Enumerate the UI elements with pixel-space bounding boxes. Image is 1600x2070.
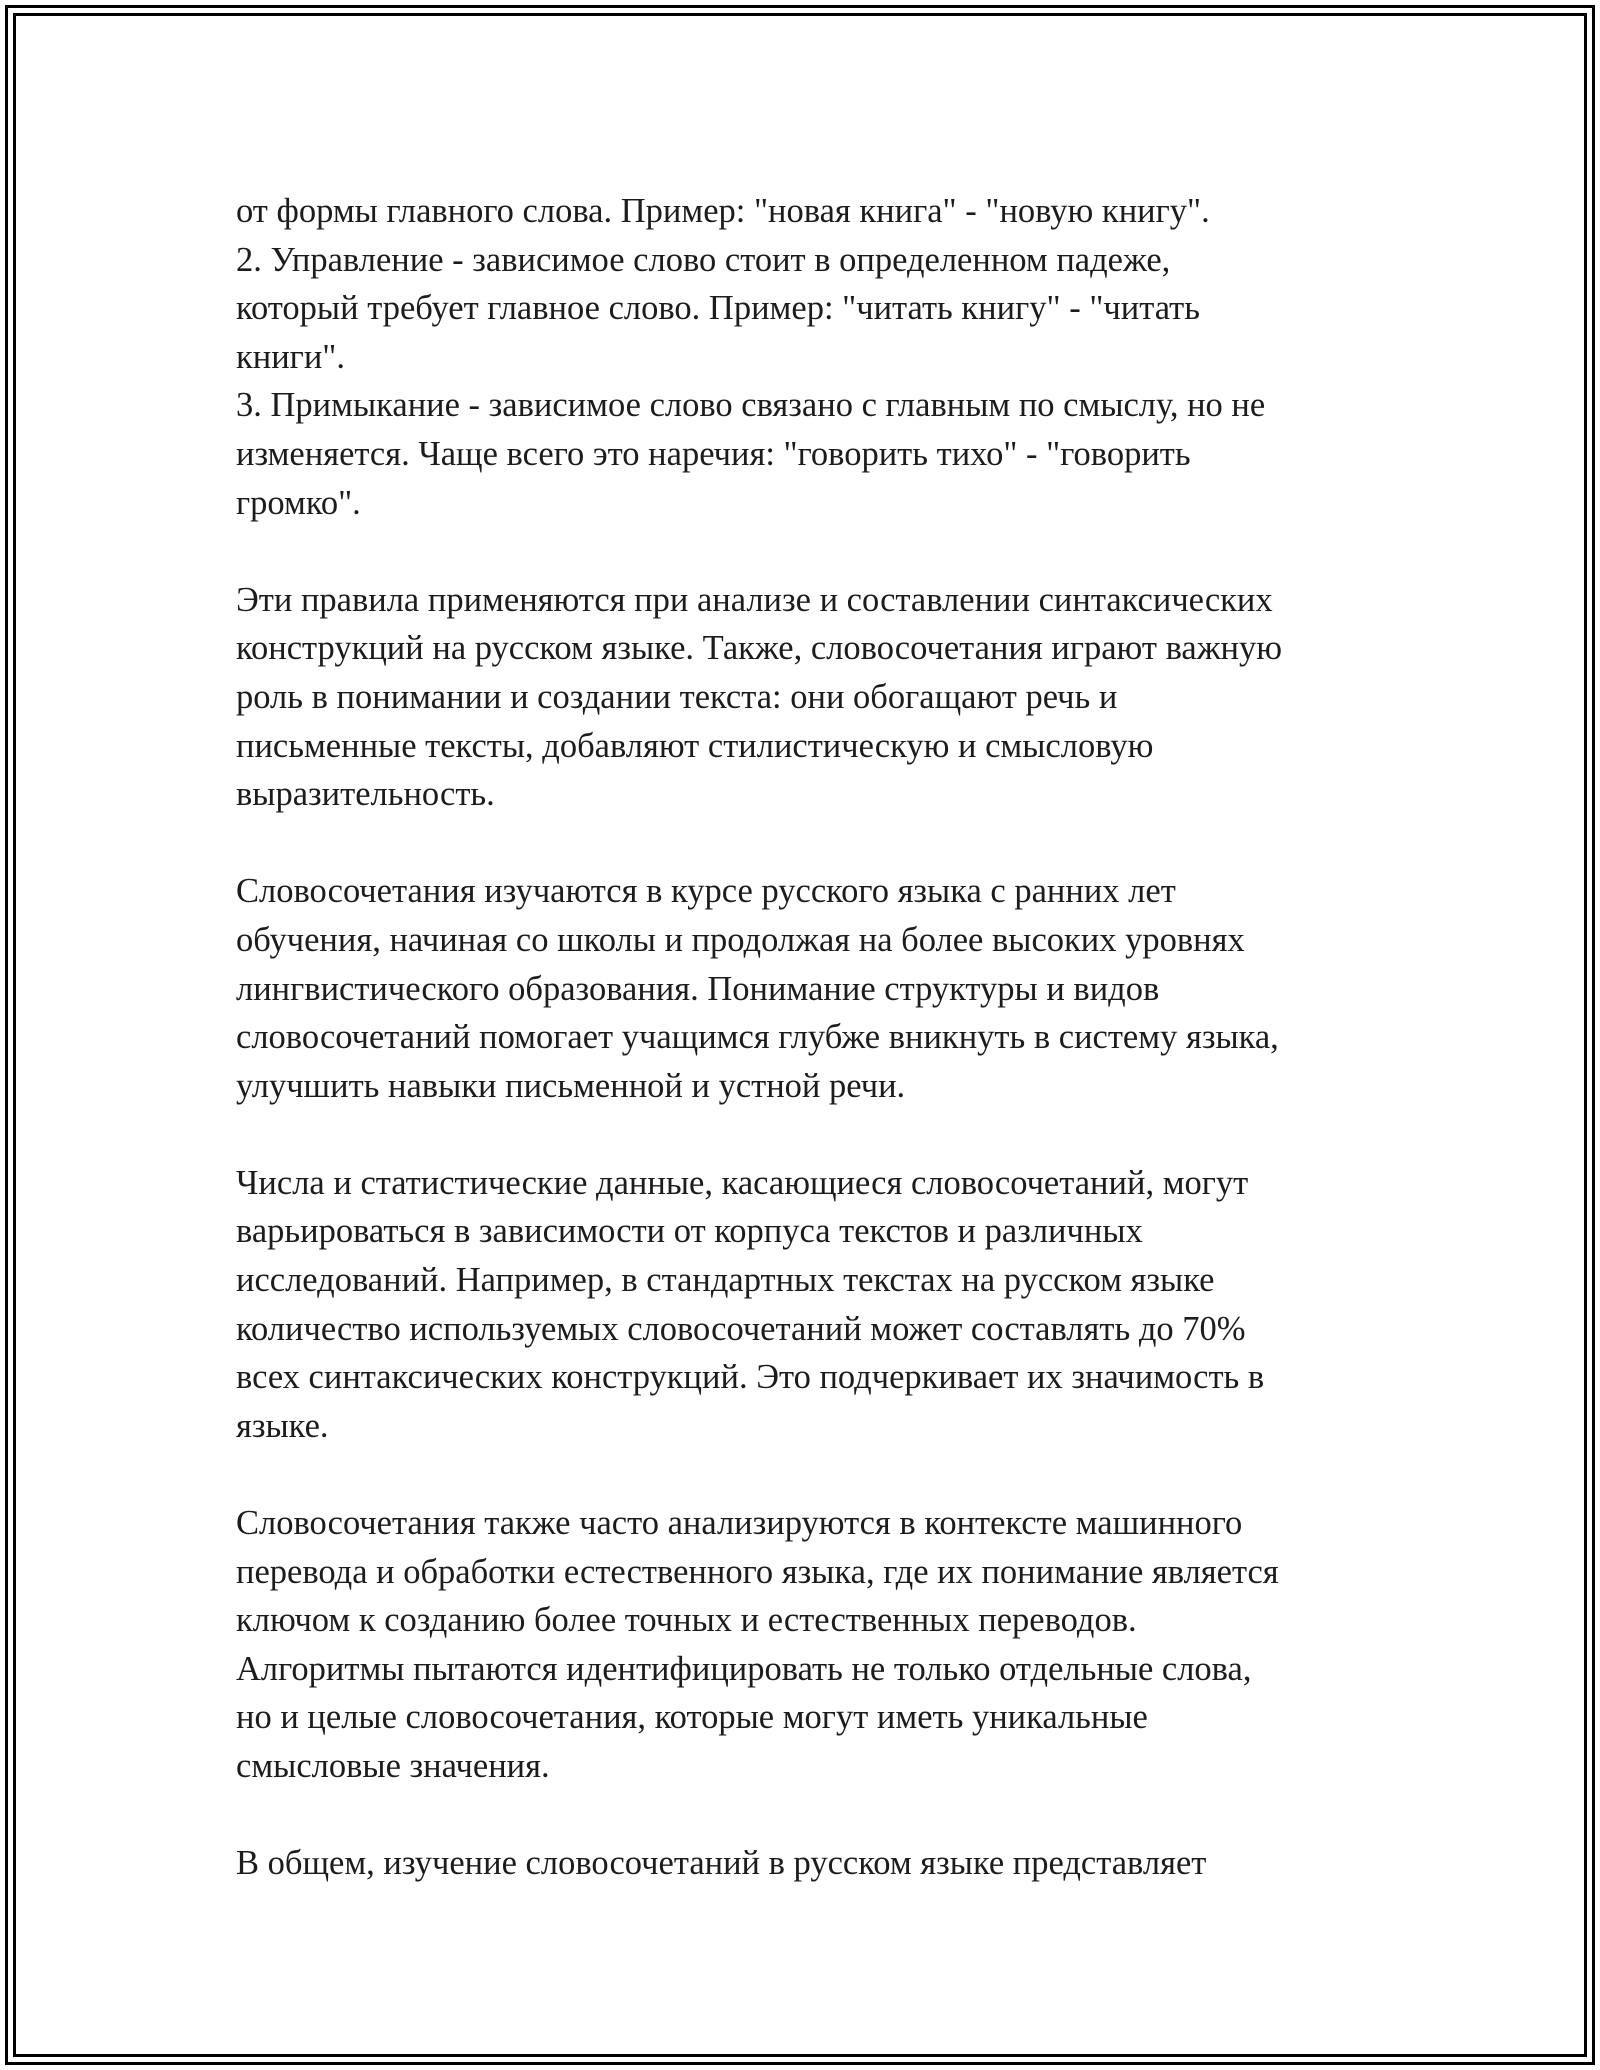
text-line: Числа и статистические данные, касающиеся словосочетаний, могут — [236, 1163, 1249, 1202]
text-line: варьироваться в зависимости от корпуса текстов и различных — [236, 1212, 1143, 1251]
text-line: перевода и обработки естественного языка, где их понимание является — [236, 1552, 1279, 1591]
text-line: ключом к созданию более точных и естественных переводов. — [236, 1601, 1137, 1640]
text-line: улучшить навыки письменной и устной речи. — [236, 1066, 906, 1105]
text-line: лингвистического образования. Понимание структуры и видов — [236, 969, 1160, 1008]
document-body — [236, 187, 1376, 1888]
text-line: Эти правила применяются при анализе и составлении синтаксических — [236, 580, 1273, 619]
text-line: языке. — [236, 1406, 329, 1445]
text-line: исследований. Например, в стандартных текстах на русском языке — [236, 1261, 1215, 1300]
text-line: всех синтаксических конструкций. Это подчеркивает их значимость в — [236, 1358, 1265, 1397]
text-line: Словосочетания также часто анализируются в контексте машинного — [236, 1504, 1243, 1543]
text-line: книги". — [236, 337, 346, 376]
text-line: громко". — [236, 483, 361, 522]
text-line: обучения, начиная со школы и продолжая на более высоких уровнях — [236, 920, 1245, 959]
text-line: от формы главного слова. Пример: "новая книга" - "новую книгу". — [236, 192, 1210, 230]
text-line: В общем, изучение словосочетаний в русском языке представляет — [236, 1844, 1207, 1883]
text-line: выразительность. — [236, 775, 495, 814]
text-line: 2. Управление - зависимое слово стоит в определенном падеже, — [236, 240, 1171, 279]
text-line: изменяется. Чаще всего это наречия: "говорить тихо" - "говорить — [236, 434, 1191, 473]
text-line: Алгоритмы пытаются идентифицировать не только отдельные слова, — [236, 1649, 1252, 1688]
text-line: письменные тексты, добавляют стилистическую и смысловую — [236, 726, 1154, 765]
text-line: Словосочетания изучаются в курсе русского языка с ранних лет — [236, 872, 1176, 911]
text-line: но и целые словосочетания, которые могут иметь уникальные — [236, 1698, 1148, 1737]
text-line: количество используемых словосочетаний может составлять до 70% — [236, 1309, 1246, 1348]
text-line: смысловые значения. — [236, 1747, 550, 1785]
text-line: роль в понимании и создании текста: они обогащают речь и — [236, 677, 1118, 716]
text-line: который требует главное слово. Пример: "читать книгу" - "читать — [236, 289, 1200, 328]
text-line: словосочетаний помогает учащимся глубже вникнуть в систему языка, — [236, 1018, 1279, 1057]
text-line: 3. Примыкание - зависимое слово связано с главным по смыслу, но не — [236, 386, 1266, 425]
text-line: конструкций на русском языке. Также, словосочетания играют важную — [236, 629, 1283, 668]
